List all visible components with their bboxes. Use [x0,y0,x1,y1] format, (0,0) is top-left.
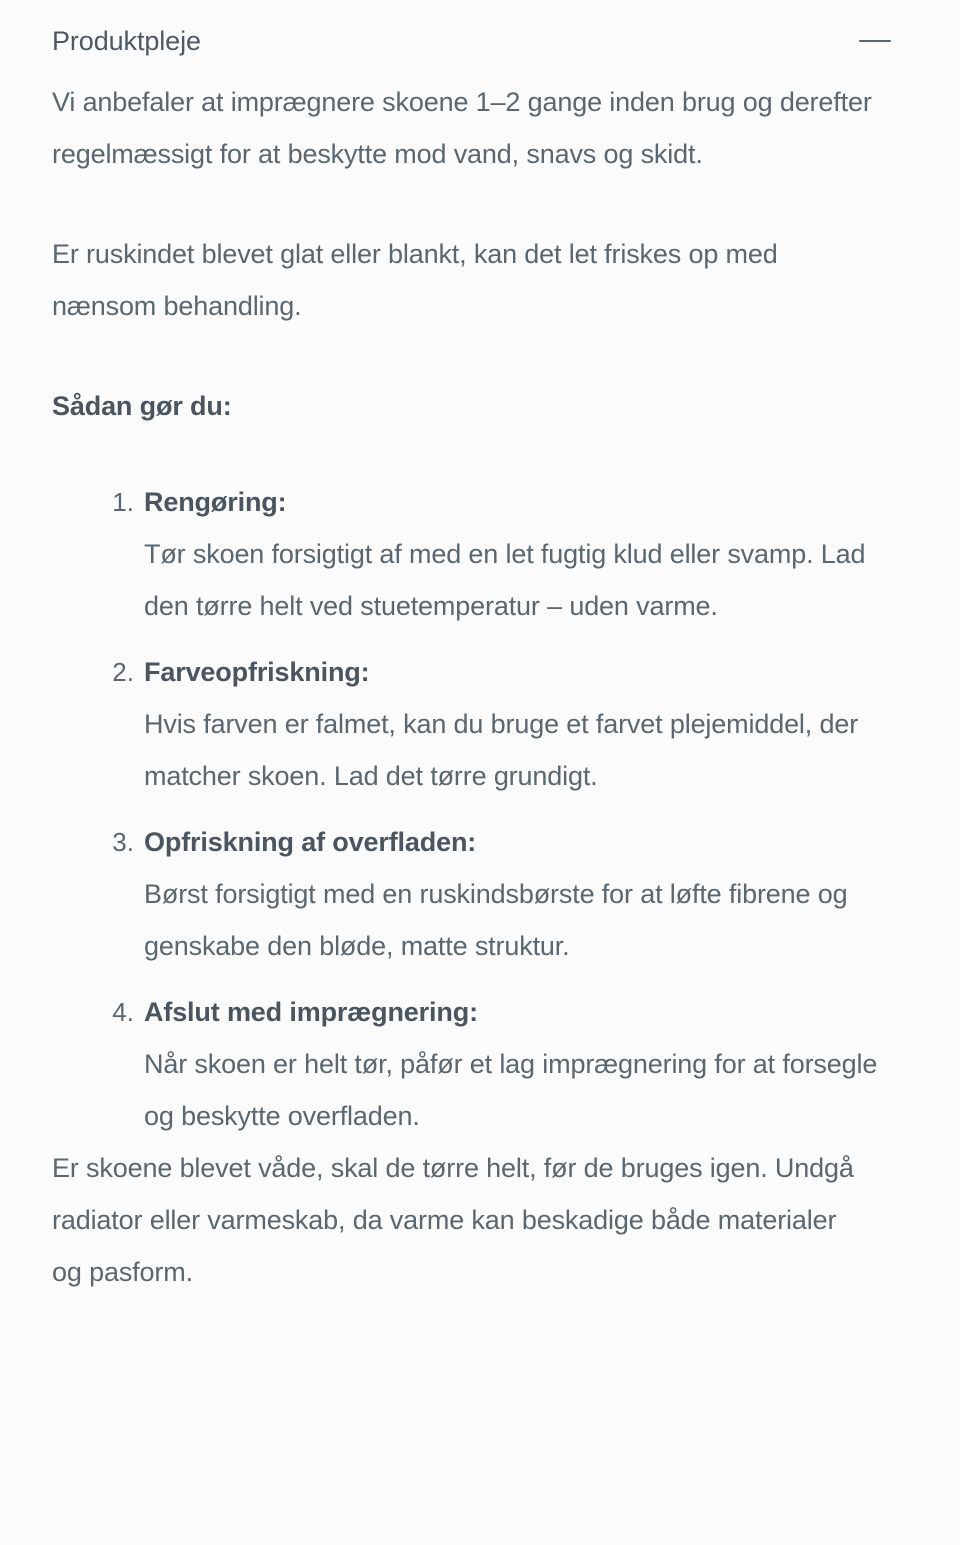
accordion-content [52,66,908,1298]
intro-paragraph-1: Vi anbefaler at imprægnere skoene 1–2 gange inden brug og derefter regelmæssigt for at beskytte mod vand, snavs og skidt. [52,87,872,169]
list-item [102,816,908,972]
step-title: Farveopfriskning: [144,657,370,687]
step-text: Når skoen er helt tør, påfør et lag imprægnering for at forsegle og beskytte overfladen. [144,1049,878,1131]
page-title: Produktpleje [52,26,201,56]
list-item [102,646,908,802]
list-item [102,476,908,632]
step-text: Tør skoen forsigtigt af med en let fugtig klud eller svamp. Lad den tørre helt ved stuetemperatur – uden varme. [144,539,866,621]
care-steps-list [52,476,908,1142]
list-item [102,986,908,1142]
intro-paragraph-2: Er ruskindet blevet glat eller blankt, kan det let friskes op med nænsom behandling. [52,239,778,321]
minus-icon[interactable] [858,24,892,58]
step-text: Børst forsigtigt med en ruskindsbørste for at løfte fibrene og genskabe den bløde, matte struktur. [144,879,848,961]
step-title: Opfriskning af overfladen: [144,827,477,857]
step-text: Hvis farven er falmet, kan du bruge et farvet plejemiddel, der matcher skoen. Lad det tørre grundigt. [144,709,859,791]
minus-icon-bar [859,40,891,42]
step-title: Rengøring: [144,487,287,517]
closing-paragraph: Er skoene blevet våde, skal de tørre helt, før de bruges igen. Undgå radiator eller varmeskab, da varme kan beskadige både materialer og pasform. [52,1153,854,1287]
steps-subheading: Sådan gør du: [52,391,232,421]
step-title: Afslut med imprægnering: [144,997,478,1027]
accordion-header-produktpleje[interactable] [52,0,908,66]
